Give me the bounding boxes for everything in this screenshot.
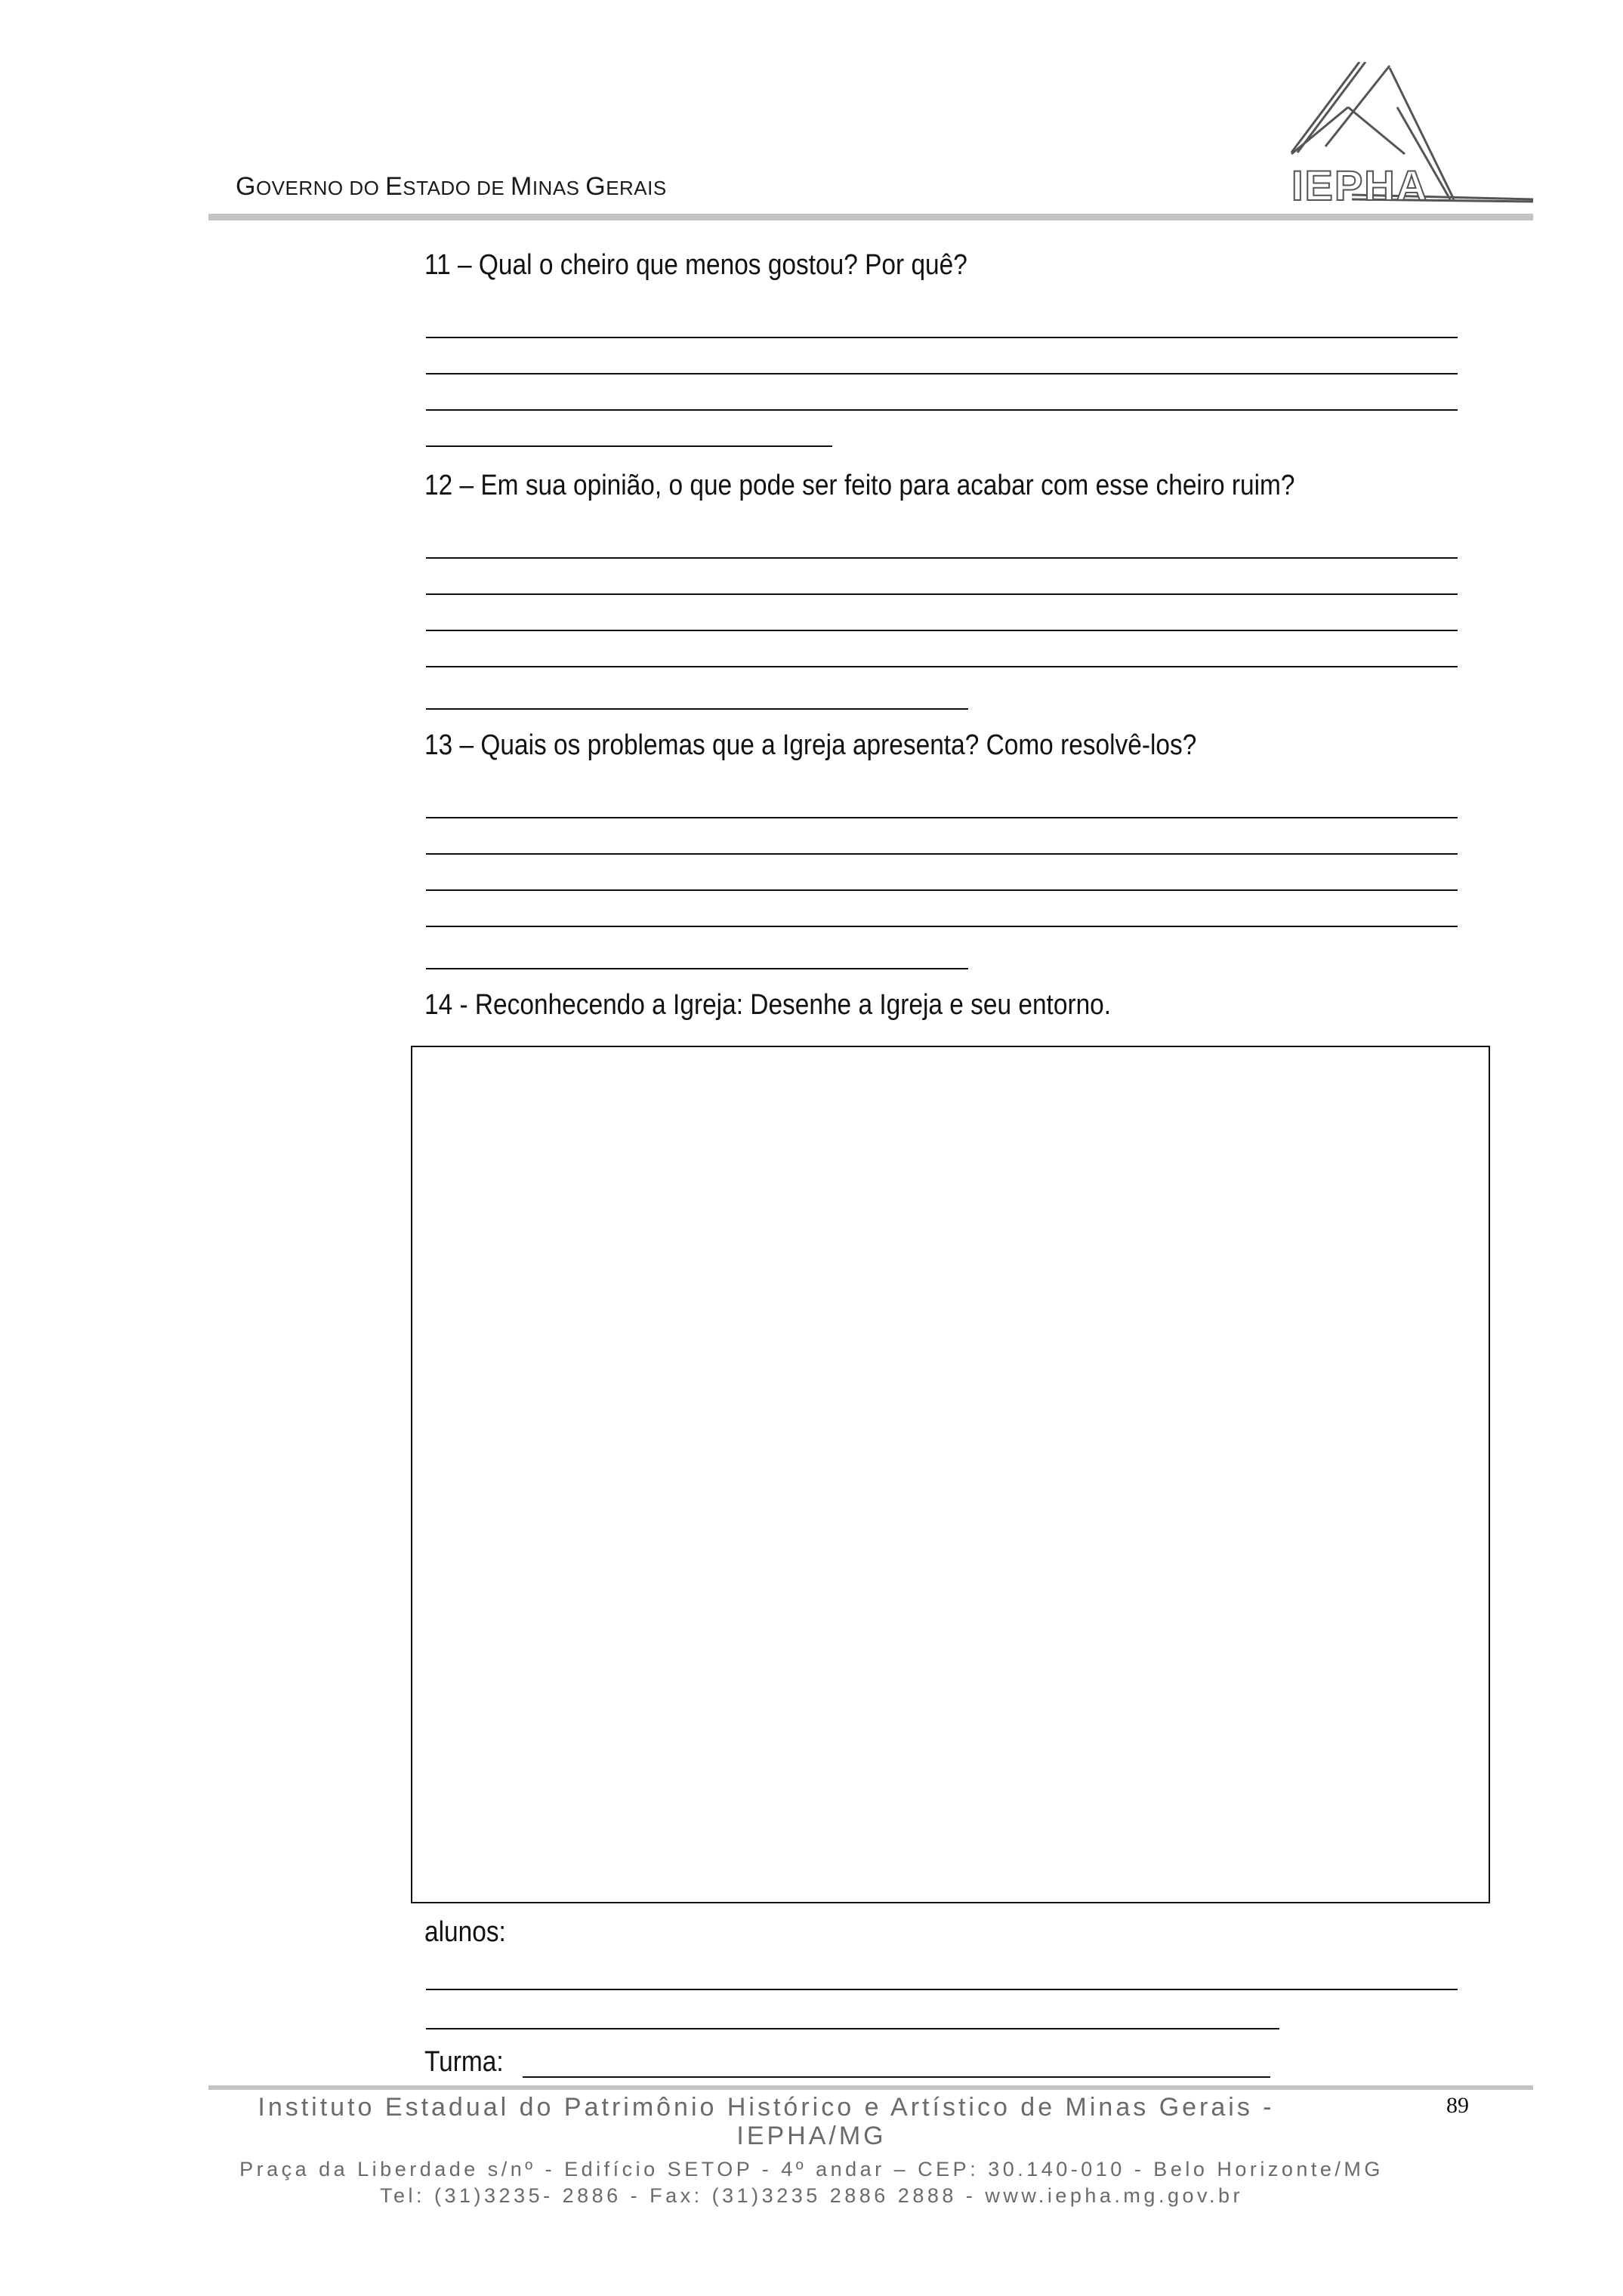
turma-line[interactable] — [523, 2076, 1270, 2078]
header-title-part: ERAIS — [606, 177, 667, 199]
header-title — [236, 172, 667, 202]
answer-line[interactable] — [426, 409, 1458, 411]
answer-line[interactable] — [426, 853, 1458, 855]
question-14: 14 - Reconhecendo a Igreja: Desenhe a Igreja e seu entorno. — [424, 989, 1112, 1021]
drawing-box[interactable] — [411, 1046, 1490, 1903]
turma-label: Turma: — [424, 2046, 504, 2078]
answer-line[interactable] — [426, 630, 1458, 631]
answer-line[interactable] — [426, 889, 1458, 891]
alunos-line[interactable] — [426, 1989, 1458, 1990]
iepha-logo — [1276, 62, 1533, 205]
alunos-line[interactable] — [426, 2028, 1279, 2029]
question-12: 12 – Em sua opinião, o que pode ser feito para acabar com esse cheiro ruim? — [424, 470, 1295, 501]
answer-line[interactable] — [426, 593, 1458, 595]
question-13: 13 – Quais os problemas que a Igreja apresenta? Como resolvê-los? — [424, 729, 1197, 761]
answer-line[interactable] — [426, 708, 968, 710]
footer-address: Praça da Liberdade s/nº - Edifício SETOP - 4º andar – CEP: 30.140-010 - Belo Horizonte/MG — [239, 2158, 1384, 2180]
answer-line[interactable] — [426, 926, 1458, 927]
answer-line[interactable] — [426, 666, 1458, 667]
header-rule — [208, 214, 1533, 220]
header-title-part: G — [236, 172, 256, 201]
header-title-part: E — [385, 172, 403, 201]
footer-contact: Tel: (31)3235- 2886 - Fax: (31)3235 2886 2888 - www.iepha.mg.gov.br — [380, 2184, 1243, 2207]
answer-line[interactable] — [426, 817, 1458, 818]
question-11: 11 – Qual o cheiro que menos gostou? Por quê? — [424, 249, 967, 281]
answer-line[interactable] — [426, 373, 1458, 374]
header-title-part: INAS — [532, 177, 586, 199]
answer-line[interactable] — [426, 557, 1458, 559]
footer-rule — [208, 2085, 1533, 2090]
page-number: 89 — [1446, 2093, 1469, 2118]
footer-institute: Instituto Estadual do Patrimônio Histórico e Artístico de Minas Gerais - — [258, 2093, 1275, 2122]
header-title-part: OVERNO DO — [255, 177, 386, 199]
footer-acronym: IEPHA/MG — [736, 2122, 887, 2150]
alunos-label: alunos: — [424, 1916, 506, 1948]
answer-line[interactable] — [426, 445, 832, 447]
header-title-part: G — [585, 172, 606, 201]
header-title-part: STADO DE — [403, 177, 511, 199]
logo-text: IEPHA — [1291, 162, 1429, 205]
header-title-part: M — [510, 172, 532, 201]
answer-line[interactable] — [426, 968, 968, 969]
answer-line[interactable] — [426, 337, 1458, 338]
